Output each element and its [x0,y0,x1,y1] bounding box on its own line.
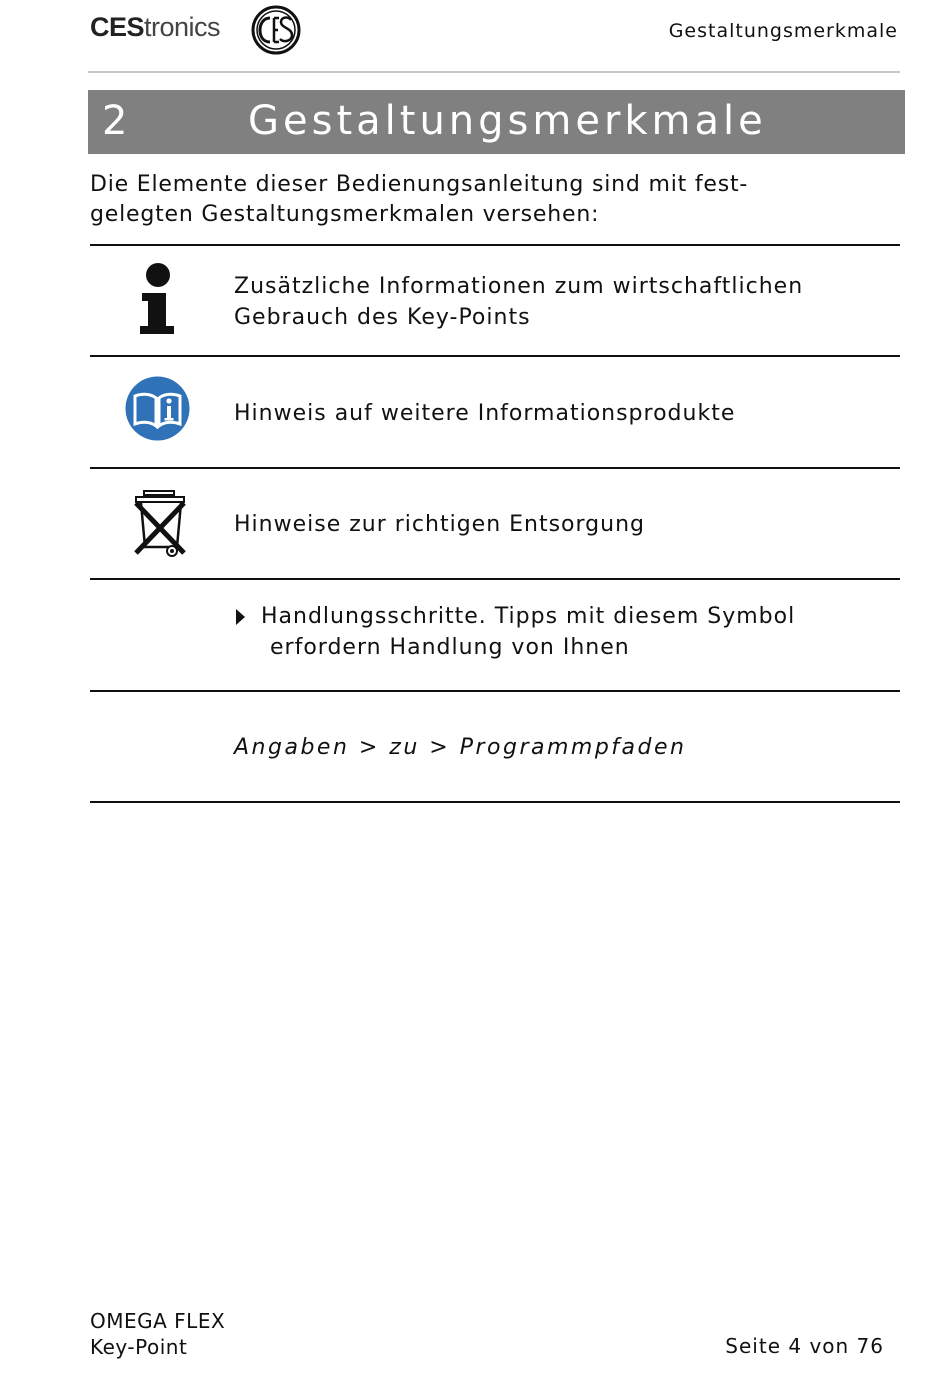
table-divider [90,801,900,803]
intro-line: Die Elemente dieser Bedienungsanleitung sind mit fest- [90,172,749,197]
footer-product-info [90,1308,225,1360]
row-text-line: Zusätzliche Informationen zum wirtschaftlichen [234,274,804,299]
footer-product: OMEGA FLEX [90,1309,226,1333]
chapter-number: 2 [102,98,130,144]
row-text-line: Gebrauch des Key-Points [234,305,531,330]
page-number: Seite 4 von 76 [725,1334,884,1358]
list-item [234,732,686,763]
intro-line: gelegten Gestaltungsmerkmalen versehen: [90,202,600,227]
row-text-line: erfordern Handlung von Ihnen [270,635,630,660]
book-info-icon [125,376,190,441]
row-text-line: Handlungsschritte. Tipps mit diesem Symbol [261,604,796,629]
table-divider [90,244,900,246]
list-item [234,601,795,663]
program-path-text: Angaben > zu > Programmpfaden [234,735,687,760]
row-text-line: Hinweise zur richtigen Entsorgung [234,512,645,537]
chapter-title: Gestaltungsmerkmale [248,98,767,144]
crossed-bin-icon [132,489,190,559]
list-item [234,509,645,540]
info-icon [136,262,184,338]
list-item [234,271,803,333]
table-divider [90,690,900,692]
row-text-line: Hinweis auf weitere Informationsprodukte [234,401,736,426]
logo-light-text: tronics [144,12,221,42]
footer-model: Key-Point [90,1335,188,1359]
running-header-title: Gestaltungsmerkmale [668,20,898,42]
list-item [234,398,735,429]
logo-bold-text: CES [90,12,145,42]
step-line [234,601,795,632]
arrow-right-icon [236,609,245,625]
table-divider [90,578,900,580]
ces-logo-icon [250,4,302,56]
brand-logo [90,12,220,43]
table-divider [90,467,900,469]
header-divider [88,71,900,73]
intro-paragraph [90,170,850,230]
table-divider [90,355,900,357]
